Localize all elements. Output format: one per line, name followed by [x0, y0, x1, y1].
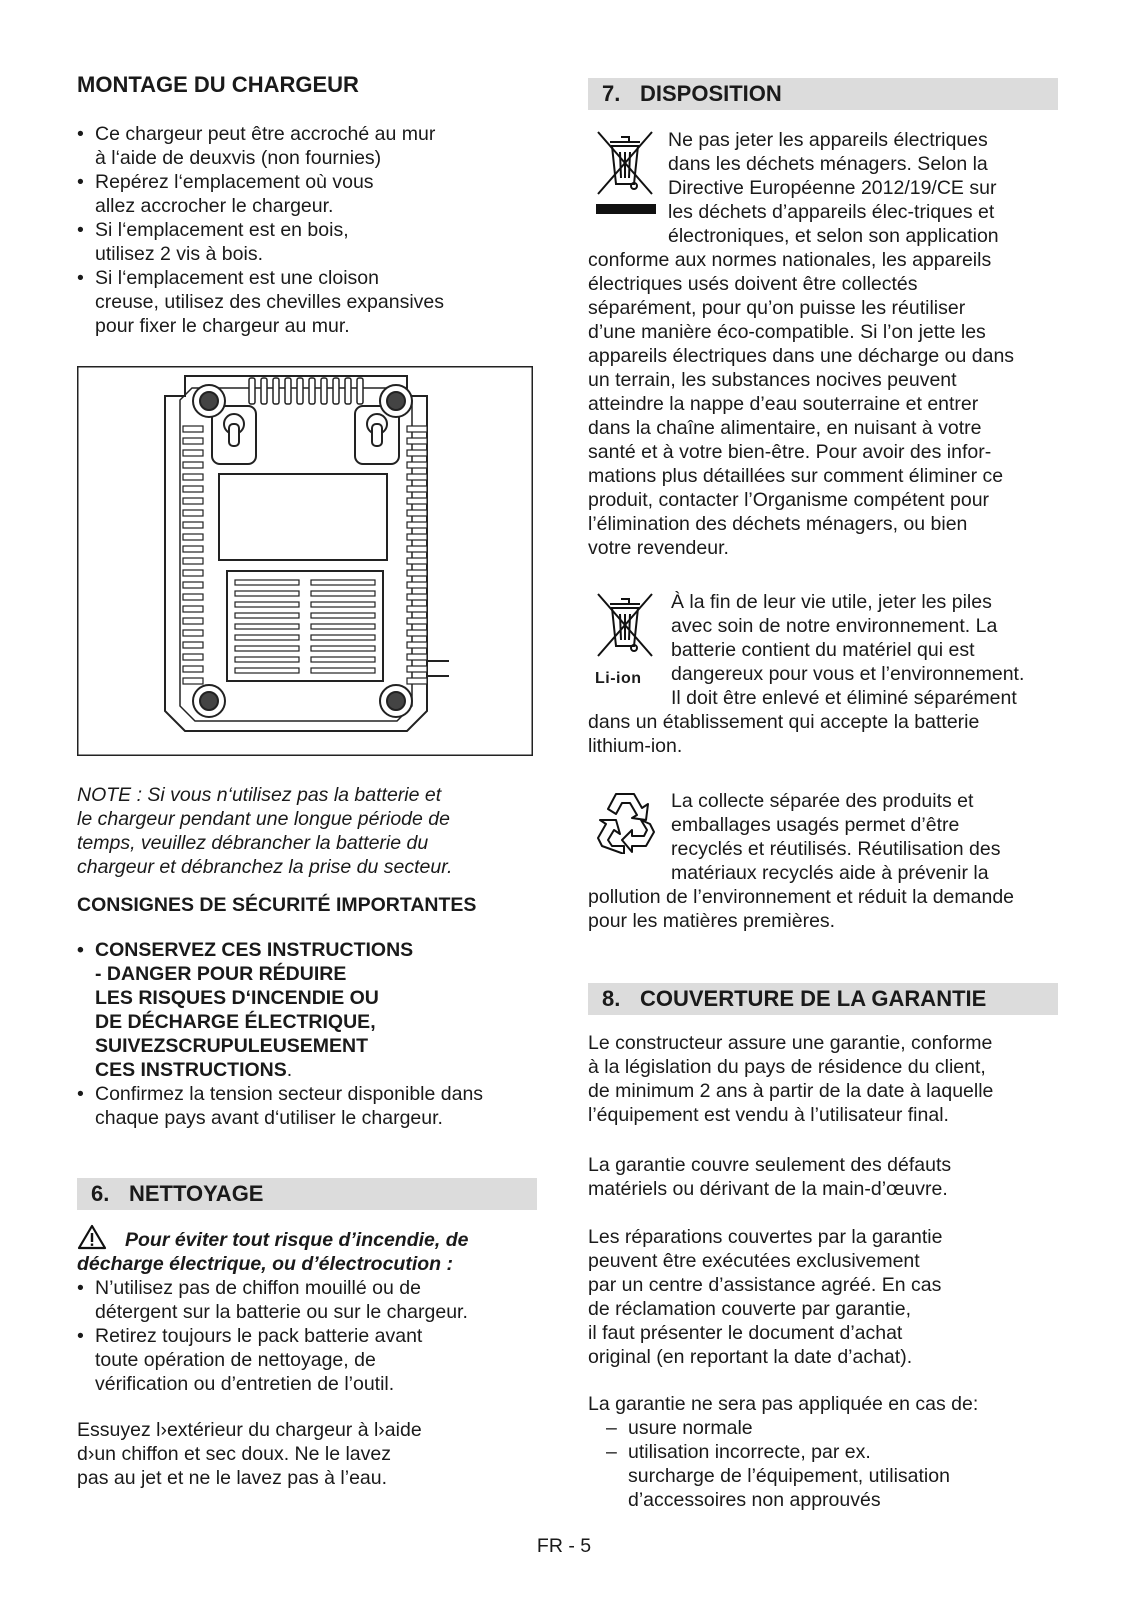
side-rib [183, 522, 203, 528]
consignes-list [77, 938, 547, 1130]
liion-line: dans un établissement qui accepte la batterie [588, 711, 980, 733]
weee-line: Ne pas jeter les appareils électriques [668, 129, 988, 151]
charger-bottom-illustration [77, 366, 533, 756]
side-rib [183, 486, 203, 492]
side-rib [407, 594, 427, 600]
period: . [286, 1059, 293, 1081]
side-rib [183, 474, 203, 480]
side-rib [407, 642, 427, 648]
vent-slot [321, 378, 327, 404]
side-rib [183, 666, 203, 672]
weee-line: séparément, pour qu’on puisse les réutiliser [588, 297, 966, 319]
section-title: COUVERTURE DE LA GARANTIE [640, 986, 987, 1011]
nettoyage-list [77, 1276, 547, 1396]
side-rib [183, 534, 203, 540]
weee-line: électroniques, et selon son application [668, 225, 999, 247]
consignes-item2-line: • Confirmez la tension secteur disponible dans [95, 1083, 484, 1105]
side-rib [407, 630, 427, 636]
dash-item [588, 1440, 1068, 1512]
liion-line: Il doit être enlevé et éliminé séparément [671, 687, 1017, 709]
list-item-line: • Retirez toujours le pack batterie avant [95, 1325, 423, 1347]
recycle-icon [594, 788, 658, 854]
side-rib [183, 678, 203, 684]
note-line: temps, veuillez débrancher la batterie du [77, 832, 429, 854]
consignes-item2-line: chaque pays avant d‘utiliser le chargeur. [95, 1107, 443, 1129]
side-rib [407, 438, 427, 444]
list-item [77, 218, 537, 266]
section-nettoyage-header [77, 1178, 537, 1210]
list-item [77, 122, 537, 170]
warning-icon [77, 1224, 107, 1250]
garantie-dash-list [588, 1416, 1068, 1512]
garantie-line: peuvent être exécutées exclusivement [588, 1250, 920, 1272]
side-rib [183, 558, 203, 564]
recycle-wrap-text [671, 789, 1071, 885]
side-rib [407, 678, 427, 684]
note-line: chargeur et débranchez la prise du secteur. [77, 856, 453, 878]
side-rib [183, 654, 203, 660]
consignes-bold-line: - DANGER POUR RÉDUIRE [95, 963, 347, 985]
dash-item-line: surcharge de l’équipement, utilisation [628, 1465, 950, 1487]
weee-line: les déchets d’appareils élec-triques et [668, 201, 995, 223]
side-rib [407, 510, 427, 516]
weee-line: électriques usés doivent être collectés [588, 273, 918, 295]
list-item-line: toute opération de nettoyage, de [95, 1349, 376, 1371]
list-item [77, 1324, 547, 1396]
side-rib [407, 570, 427, 576]
garantie-line: Les réparations couvertes par la garantie [588, 1226, 943, 1248]
liion-line: À la fin de leur vie utile, jeter les piles [671, 591, 992, 613]
liion-line: dangereux pour vous et l’environnement. [671, 663, 1025, 685]
vent-slot [357, 378, 363, 404]
consignes-bold-line: CES INSTRUCTIONS. [95, 1059, 293, 1081]
vent-slot [333, 378, 339, 404]
list-item-line: • Si l‘emplacement est une cloison [95, 267, 379, 289]
weee-line: dans les déchets ménagers. Selon la [668, 153, 988, 175]
consignes-bold-line: SUIVEZSCRUPULEUSEMENT [95, 1035, 369, 1057]
section-title: NETTOYAGE [129, 1181, 264, 1206]
side-rib [407, 462, 427, 468]
side-rib [407, 666, 427, 672]
weee-line: Directive Européenne 2012/19/CE sur [668, 177, 997, 199]
weee-line: dans la chaîne alimentaire, en nuisant à votre [588, 417, 982, 439]
essuyez-line: Essuyez l›extérieur du chargeur à l›aide [77, 1419, 422, 1441]
note-block [77, 783, 537, 879]
recycle-line: pour les matières premières. [588, 910, 836, 932]
recycle-full-text [588, 885, 1068, 933]
side-rib [407, 558, 427, 564]
list-item-line: à l‘aide de deuxvis (non fournies) [95, 147, 382, 169]
side-rib [407, 498, 427, 504]
nettoyage-warning [77, 1228, 547, 1276]
vent-slot [261, 378, 267, 404]
weee-line: d’une manière éco-compatible. Si l’on jette les [588, 321, 986, 343]
liion-line: avec soin de notre environnement. La [671, 615, 998, 637]
consignes-item-1 [77, 938, 547, 1082]
list-item-line: vérification ou d’entretien de l’outil. [95, 1373, 395, 1395]
side-rib [407, 546, 427, 552]
section-number: 8. [602, 986, 621, 1011]
dash-item [588, 1416, 1068, 1440]
list-item [77, 266, 537, 338]
garantie-line: matériels ou dérivant de la main-d’œuvre. [588, 1178, 948, 1200]
side-rib [407, 426, 427, 432]
side-rib [183, 618, 203, 624]
dash-item-line: – usure normale [628, 1417, 753, 1439]
side-rib [183, 510, 203, 516]
essuyez-line: d›un chiffon et sec doux. Ne le lavez [77, 1443, 391, 1465]
weee-line: appareils électriques dans une décharge ou dans [588, 345, 1015, 367]
weee-line: votre revendeur. [588, 537, 729, 559]
garantie-line: original (en reportant la date d’achat). [588, 1346, 913, 1368]
section-number: 6. [91, 1181, 110, 1206]
dash-item-line: – utilisation incorrecte, par ex. [628, 1441, 871, 1463]
weee-wrap-text [668, 128, 1068, 248]
side-rib [183, 438, 203, 444]
vent-slot [249, 378, 255, 404]
consignes-item-2 [77, 1082, 547, 1130]
garantie-p1 [588, 1031, 1068, 1127]
charger-diagram [77, 366, 533, 756]
list-item-line: détergent sur la batterie ou sur le chargeur. [95, 1301, 468, 1323]
side-rib [407, 522, 427, 528]
side-rib [183, 582, 203, 588]
crossed-bin-icon [594, 128, 656, 218]
side-rib [183, 606, 203, 612]
recycle-line: pollution de l’environnement et réduit la demande [588, 886, 1015, 908]
montage-list [77, 122, 537, 338]
garantie-p3 [588, 1225, 1068, 1369]
section-number: 7. [602, 81, 621, 106]
weee-line: santé et à votre bien-être. Pour avoir des infor- [588, 441, 992, 463]
side-rib [183, 570, 203, 576]
note-line: le chargeur pendant une longue période de [77, 808, 450, 830]
dash-item-line: d’accessoires non approuvés [628, 1489, 881, 1511]
side-rib [407, 618, 427, 624]
weee-line: mations plus détaillées sur comment éliminer ce [588, 465, 1004, 487]
side-rib [407, 654, 427, 660]
note-line: NOTE : Si vous n‘utilisez pas la batterie et [77, 784, 442, 806]
weee-line: l’élimination des déchets ménagers, ou bien [588, 513, 968, 535]
list-item-line: pour fixer le chargeur au mur. [95, 315, 350, 337]
recycle-line: recyclés et réutilisés. Réutilisation des [671, 838, 1001, 860]
side-rib [183, 642, 203, 648]
list-item-line: • Si l‘emplacement est en bois, [95, 219, 349, 241]
garantie-line: l’équipement est vendu à l’utilisateur final. [588, 1104, 949, 1126]
side-rib [407, 534, 427, 540]
essuyez-line: pas au jet et ne le lavez pas à l’eau. [77, 1467, 388, 1489]
list-item [77, 1276, 547, 1324]
section-title: DISPOSITION [640, 81, 782, 106]
side-rib [183, 450, 203, 456]
side-rib [183, 630, 203, 636]
weee-full-text [588, 248, 1068, 560]
side-rib [407, 450, 427, 456]
weee-line: un terrain, les substances nocives peuvent [588, 369, 957, 391]
list-item-line: • Ce chargeur peut être accroché au mur [95, 123, 436, 145]
liion-label: Li-ion [595, 670, 642, 687]
side-rib [183, 498, 203, 504]
side-rib [183, 426, 203, 432]
garantie-line: à la législation du pays de résidence du client, [588, 1056, 986, 1078]
vent-slot [309, 378, 315, 404]
recycle-line: La collecte séparée des produits et [671, 790, 974, 812]
side-rib [183, 546, 203, 552]
consignes-bold-line: LES RISQUES D‘INCENDIE OU [95, 987, 379, 1009]
consignes-bold-line: DE DÉCHARGE ÉLECTRIQUE, [95, 1011, 376, 1033]
garantie-line: La garantie couvre seulement des défauts [588, 1154, 952, 1176]
recycle-line: matériaux recyclés aide à prévenir la [671, 862, 989, 884]
garantie-line: il faut présenter le document d’achat [588, 1322, 903, 1344]
warning-line-2: décharge électrique, ou d’électrocution : [77, 1253, 453, 1275]
garantie-line: de minimum 2 ans à partir de la date à laquelle [588, 1080, 994, 1102]
garantie-line: Le constructeur assure une garantie, conforme [588, 1032, 993, 1054]
consignes-bold-line: • CONSERVEZ CES INSTRUCTIONS [95, 939, 414, 961]
montage-title: MONTAGE DU CHARGEUR [77, 72, 359, 97]
recycle-line: emballages usagés permet d’être [671, 814, 960, 836]
vent-slot [273, 378, 279, 404]
list-item-line: • Repérez l‘emplacement où vous [95, 171, 374, 193]
list-item-line: • N’utilisez pas de chiffon mouillé ou de [95, 1277, 421, 1299]
garantie-p4: La garantie ne sera pas appliquée en cas de: [588, 1393, 979, 1415]
essuyez-paragraph [77, 1418, 537, 1490]
liion-line: batterie contient du matériel qui est [671, 639, 975, 661]
list-item-line: creuse, utilisez des chevilles expansives [95, 291, 445, 313]
side-rib [407, 582, 427, 588]
warning-line-1: Pour éviter tout risque d’incendie, de [125, 1229, 469, 1251]
liion-line: lithium-ion. [588, 735, 683, 757]
section-disposition-header [588, 78, 1058, 110]
page-number: FR - 5 [536, 1535, 592, 1557]
vent-slot [345, 378, 351, 404]
liion-full-text [588, 710, 1068, 758]
side-rib [183, 462, 203, 468]
liion-wrap-text [671, 590, 1071, 710]
vent-slot [285, 378, 291, 404]
weee-line: produit, contacter l’Organisme compétent pour [588, 489, 990, 511]
side-rib [183, 594, 203, 600]
consignes-title: CONSIGNES DE SÉCURITÉ IMPORTANTES [77, 894, 477, 916]
garantie-line: de réclamation couverte par garantie, [588, 1298, 912, 1320]
list-item [77, 170, 537, 218]
list-item-line: utilisez 2 vis à bois. [95, 243, 263, 265]
garantie-line: par un centre d’assistance agréé. En cas [588, 1274, 942, 1296]
section-garantie-header [588, 983, 1058, 1015]
weee-line: conforme aux normes nationales, les appareils [588, 249, 992, 271]
list-item-line: allez accrocher le chargeur. [95, 195, 334, 217]
side-rib [407, 474, 427, 480]
side-rib [407, 606, 427, 612]
garantie-p2 [588, 1153, 1068, 1201]
side-rib [407, 486, 427, 492]
vent-slot [297, 378, 303, 404]
weee-line: atteindre la nappe d’eau souterraine et entrer [588, 393, 979, 415]
